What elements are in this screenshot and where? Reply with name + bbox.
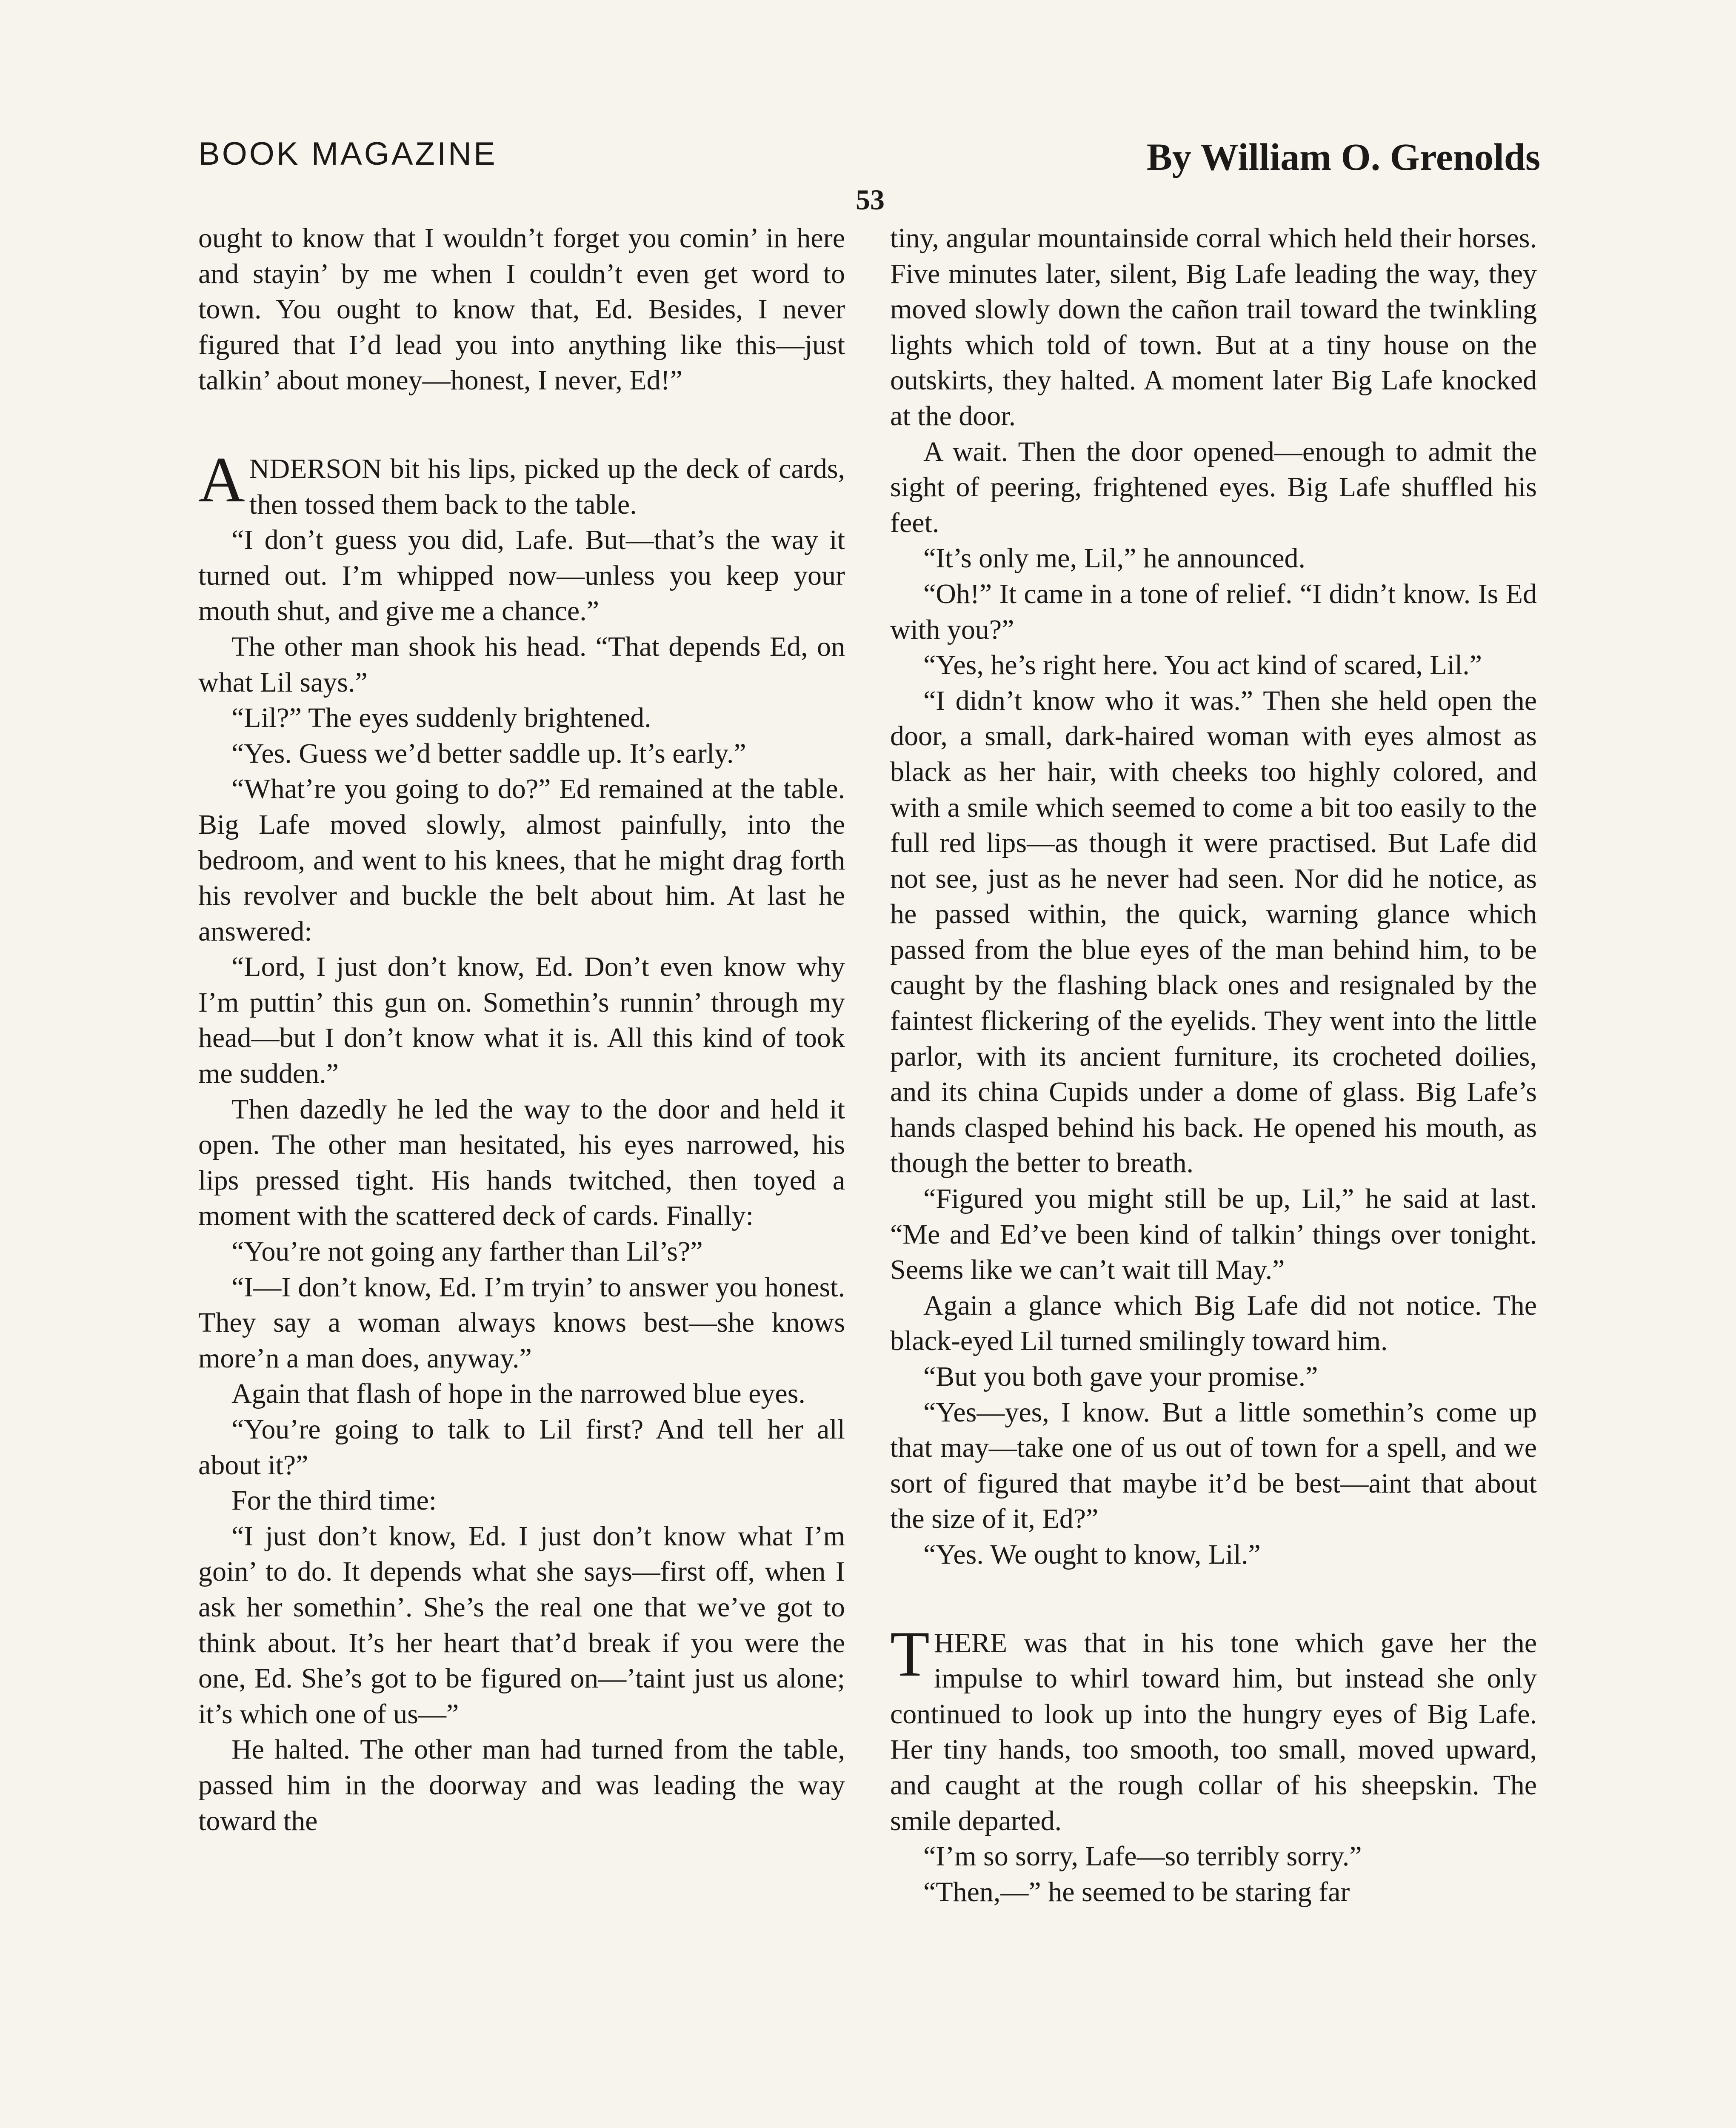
paragraph: Again a glance which Big Lafe did not notice. The black-eyed Lil turned smilingly toward him.	[890, 1290, 1537, 1357]
paragraph: “I didn’t know who it was.” Then she held open the door, a small, dark-haired woman with eyes almost as black as her hair, with cheeks too highly colored, and with a smile which seemed to come a bit too easily to the full red lips—as though it were practised. But Lafe did not see, just as he never had seen. Nor did he notice, as he passed within, the quick, warning glance which passed from the blue eyes of the man behind him, to be caught by the flashing black ones and resignaled by the faintest flickering of the eyelids. They went into the little parlor, with its ancient furniture, its crocheted doilies, and its china Cupids under a dome of glass. Big Lafe’s hands clasped behind his back. He opened his mouth, as though the better to breath.	[890, 685, 1537, 1179]
author-byline: By William O. Grenolds	[1146, 136, 1540, 178]
paragraph: A wait. Then the door opened—enough to admit the sight of peering, frightened eyes. Big Lafe shuffled his feet.	[890, 436, 1537, 538]
paragraph: “Yes. Guess we’d better saddle up. It’s early.”	[231, 738, 746, 769]
magazine-title: BOOK MAGAZINE	[198, 136, 497, 172]
paragraph: “Oh!” It came in a tone of relief. “I didn’t know. Is Ed with you?”	[890, 578, 1537, 645]
paragraph: “Yes, he’s right here. You act kind of scared, Lil.”	[923, 649, 1482, 681]
paragraph: “I—I don’t know, Ed. I’m tryin’ to answer you honest. They say a woman always knows best—she knows more’n a man does, anyway.”	[198, 1271, 845, 1374]
paragraph: Then dazedly he led the way to the door and held it open. The other man hesitated, his eyes narrowed, his lips pressed tight. His hands twitched, then toyed a moment with the scattered deck of cards. Finally:	[198, 1093, 845, 1232]
paragraph: “Then,—” he seemed to be staring far	[923, 1876, 1350, 1908]
paragraph: He halted. The other man had turned from the table, passed him in the doorway and was leading the way toward the	[198, 1734, 845, 1836]
drop-cap: A	[198, 443, 245, 515]
right-column	[890, 220, 1537, 1910]
page-number: 53	[856, 183, 885, 216]
left-column	[198, 220, 845, 1839]
paragraph: “Lil?” The eyes suddenly brightened.	[231, 702, 651, 734]
paragraph: “Figured you might still be up, Lil,” he said at last. “Me and Ed’ve been kind of talkin’ things over tonight. Seems like we can’t wait till May.”	[890, 1183, 1537, 1286]
paragraph: “It’s only me, Lil,” he announced.	[923, 543, 1306, 574]
paragraph: “Lord, I just don’t know, Ed. Don’t even know why I’m puttin’ this gun on. Somethin’s runnin’ through my head—but I don’t know what it is. All this kind of took me sudden.”	[198, 951, 845, 1090]
paragraph: “But you both gave your promise.”	[923, 1361, 1318, 1392]
paragraph: tiny, angular mountainside corral which held their horses. Five minutes later, silent, Big Lafe leading the way, they moved slowly down the cañon trail toward the twinkling lights which told of town. But at a tiny house on the outskirts, they halted. A moment later Big Lafe knocked at the door.	[890, 223, 1537, 432]
paragraph: For the third time:	[231, 1485, 437, 1516]
paragraph: “You’re not going any farther than Lil’s?”	[231, 1236, 703, 1267]
paragraph: “Yes. We ought to know, Lil.”	[923, 1539, 1261, 1570]
paragraph: ought to know that I wouldn’t forget you comin’ in here and stayin’ by me when I couldn’t even get word to town. You ought to know that, Ed. Besides, I never figured that I’d lead you into anything like this—just talkin’ about money—honest, I never, Ed!”	[198, 223, 845, 396]
section-opening-paragraph: THERE was that in his tone which gave her the impulse to whirl toward him, but instead she only continued to look up into the hungry eyes of Big Lafe. Her tiny hands, too smooth, too small, moved upward, and caught at the rough collar of his sheepskin. The smile departed.	[890, 1618, 1537, 1836]
paragraph: The other man shook his head. “That depends Ed, on what Lil says.”	[198, 631, 845, 698]
drop-cap: T	[890, 1618, 930, 1690]
paragraph: “I’m so sorry, Lafe—so terribly sorry.”	[923, 1841, 1362, 1872]
paragraph: “I don’t guess you did, Lafe. But—that’s the way it turned out. I’m whipped now—unless you keep your mouth shut, and give me a chance.”	[198, 524, 845, 627]
paragraph: “What’re you going to do?” Ed remained at the table. Big Lafe moved slowly, almost painfully, into the bedroom, and went to his knees, that he might drag forth his revolver and buckle the belt about him. At last he answered:	[198, 773, 845, 947]
paragraph: “You’re going to talk to Lil first? And tell her all about it?”	[198, 1414, 845, 1481]
paragraph: “Yes—yes, I know. But a little somethin’s come up that may—take one of us out of town for a spell, and we sort of figured that maybe it’d be best—aint that about the size of it, Ed?”	[890, 1396, 1537, 1535]
section-opening-paragraph: ANDERSON bit his lips, picked up the deck of cards, then tossed them back to the table.	[198, 443, 845, 520]
paragraph: “I just don’t know, Ed. I just don’t know what I’m goin’ to do. It depends what she says—first off, when I ask her somethin’. She’s the real one that we’ve got to think about. It’s her heart that’d break if you were the one, Ed. She’s got to be figured on—’taint just us alone; it’s which one of us—”	[198, 1520, 845, 1730]
paragraph: Again that flash of hope in the narrowed blue eyes.	[231, 1378, 805, 1410]
